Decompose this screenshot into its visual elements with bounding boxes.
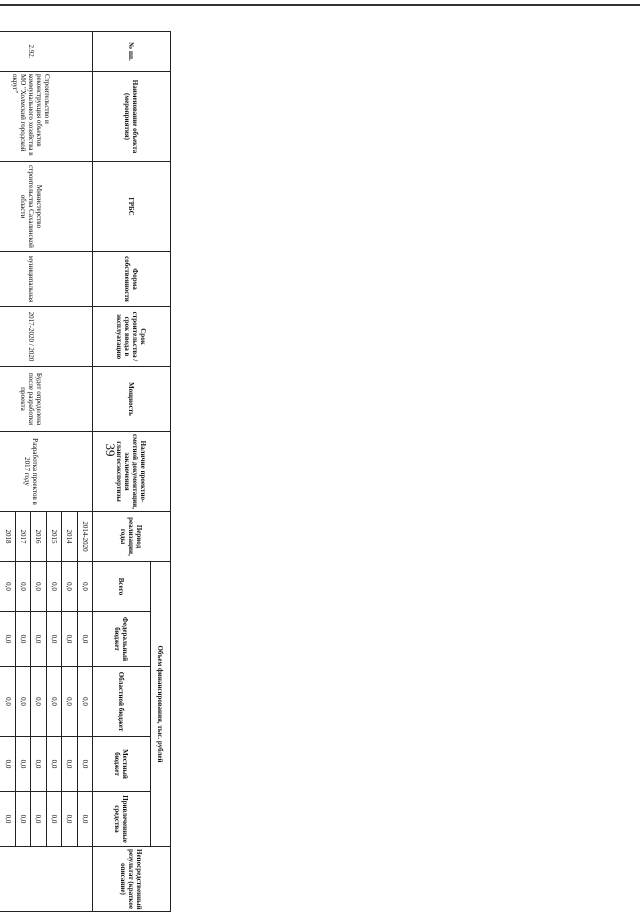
header-local: Местный бюджет (93, 737, 151, 792)
cell-local: 0,0 (62, 737, 77, 792)
header-federal: Федеральный бюджет (93, 612, 151, 667)
header-result: Непосредственный результат (краткое описание) (93, 847, 171, 912)
table-body (0, 32, 93, 912)
cell-federal: 0,0 (15, 612, 30, 667)
object-name: Строительство и реконструкция объектов коммунального хозяйства в МО "Холмский городской округ" (0, 72, 93, 162)
cell-regional: 0,0 (15, 667, 30, 737)
cell-total: 0,0 (46, 562, 61, 612)
header-grbs: ГРБС (93, 162, 171, 252)
cell-total: 0,0 (62, 562, 77, 612)
cell-local: 0,0 (46, 737, 61, 792)
cell-period: 2018 (0, 512, 15, 562)
cell-period: 2017 (15, 512, 30, 562)
cell-total: 0,0 (15, 562, 30, 612)
object-construction-term: 2017-2020 / 2020 (0, 307, 93, 367)
cell-federal: 0,0 (0, 612, 15, 667)
cell-federal: 0,0 (46, 612, 61, 667)
cell-local: 0,0 (0, 737, 15, 792)
cell-regional: 0,0 (77, 667, 92, 737)
cell-other: 0,0 (0, 792, 15, 847)
header-capacity: Мощность (93, 367, 171, 432)
object-ownership-form: муниципальная (0, 252, 93, 307)
cell-regional: 0,0 (46, 667, 61, 737)
object-number: 2.92. (0, 32, 93, 72)
cell-local: 0,0 (31, 737, 46, 792)
object-capacity: Будет определена после разработки проекта (0, 367, 93, 432)
header-period: Период реализации, годы (93, 512, 171, 562)
cell-federal: 0,0 (77, 612, 92, 667)
header-docs: Наличие проектно-сметной документации, заключения главгосэкспертизы (93, 432, 171, 512)
cell-total: 0,0 (31, 562, 46, 612)
cell-total: 0,0 (0, 562, 15, 612)
table-row (77, 32, 92, 912)
header-total: Всего (93, 562, 151, 612)
top-border-line (0, 4, 640, 6)
cell-federal: 0,0 (31, 612, 46, 667)
cell-period: 2014-2020 (77, 512, 92, 562)
header-form: Форма собственности (93, 252, 171, 307)
header-row-top (151, 32, 171, 912)
cell-other: 0,0 (77, 792, 92, 847)
object-grbs: Министерство строительства Сахалинской области (0, 162, 93, 252)
cell-period: 2015 (46, 512, 61, 562)
cell-local: 0,0 (77, 737, 92, 792)
header-name: Наименование объекта (мероприятия) (93, 72, 171, 162)
page-number: 39 (103, 443, 118, 457)
cell-period: 2014 (62, 512, 77, 562)
header-funding: Объем финансирования, тыс. рублей (151, 562, 171, 847)
cell-other: 0,0 (15, 792, 30, 847)
object-result (0, 847, 93, 912)
cell-total: 0,0 (77, 562, 92, 612)
cell-regional: 0,0 (62, 667, 77, 737)
cell-period: 2016 (31, 512, 46, 562)
cell-federal: 0,0 (62, 612, 77, 667)
cell-local: 0,0 (15, 737, 30, 792)
funding-table (0, 31, 171, 912)
rotated-table-wrapper (0, 31, 171, 910)
header-term: Срок строительства / срок ввода в эксплуатацию (93, 307, 171, 367)
object-documentation: Разработка проектов в 2017 году (0, 432, 93, 512)
header-num: № пп. (93, 32, 171, 72)
cell-other: 0,0 (46, 792, 61, 847)
header-other: Привлеченные средства (93, 792, 151, 847)
header-regional: Областной бюджет (93, 667, 151, 737)
cell-regional: 0,0 (0, 667, 15, 737)
cell-other: 0,0 (62, 792, 77, 847)
cell-regional: 0,0 (31, 667, 46, 737)
cell-other: 0,0 (31, 792, 46, 847)
